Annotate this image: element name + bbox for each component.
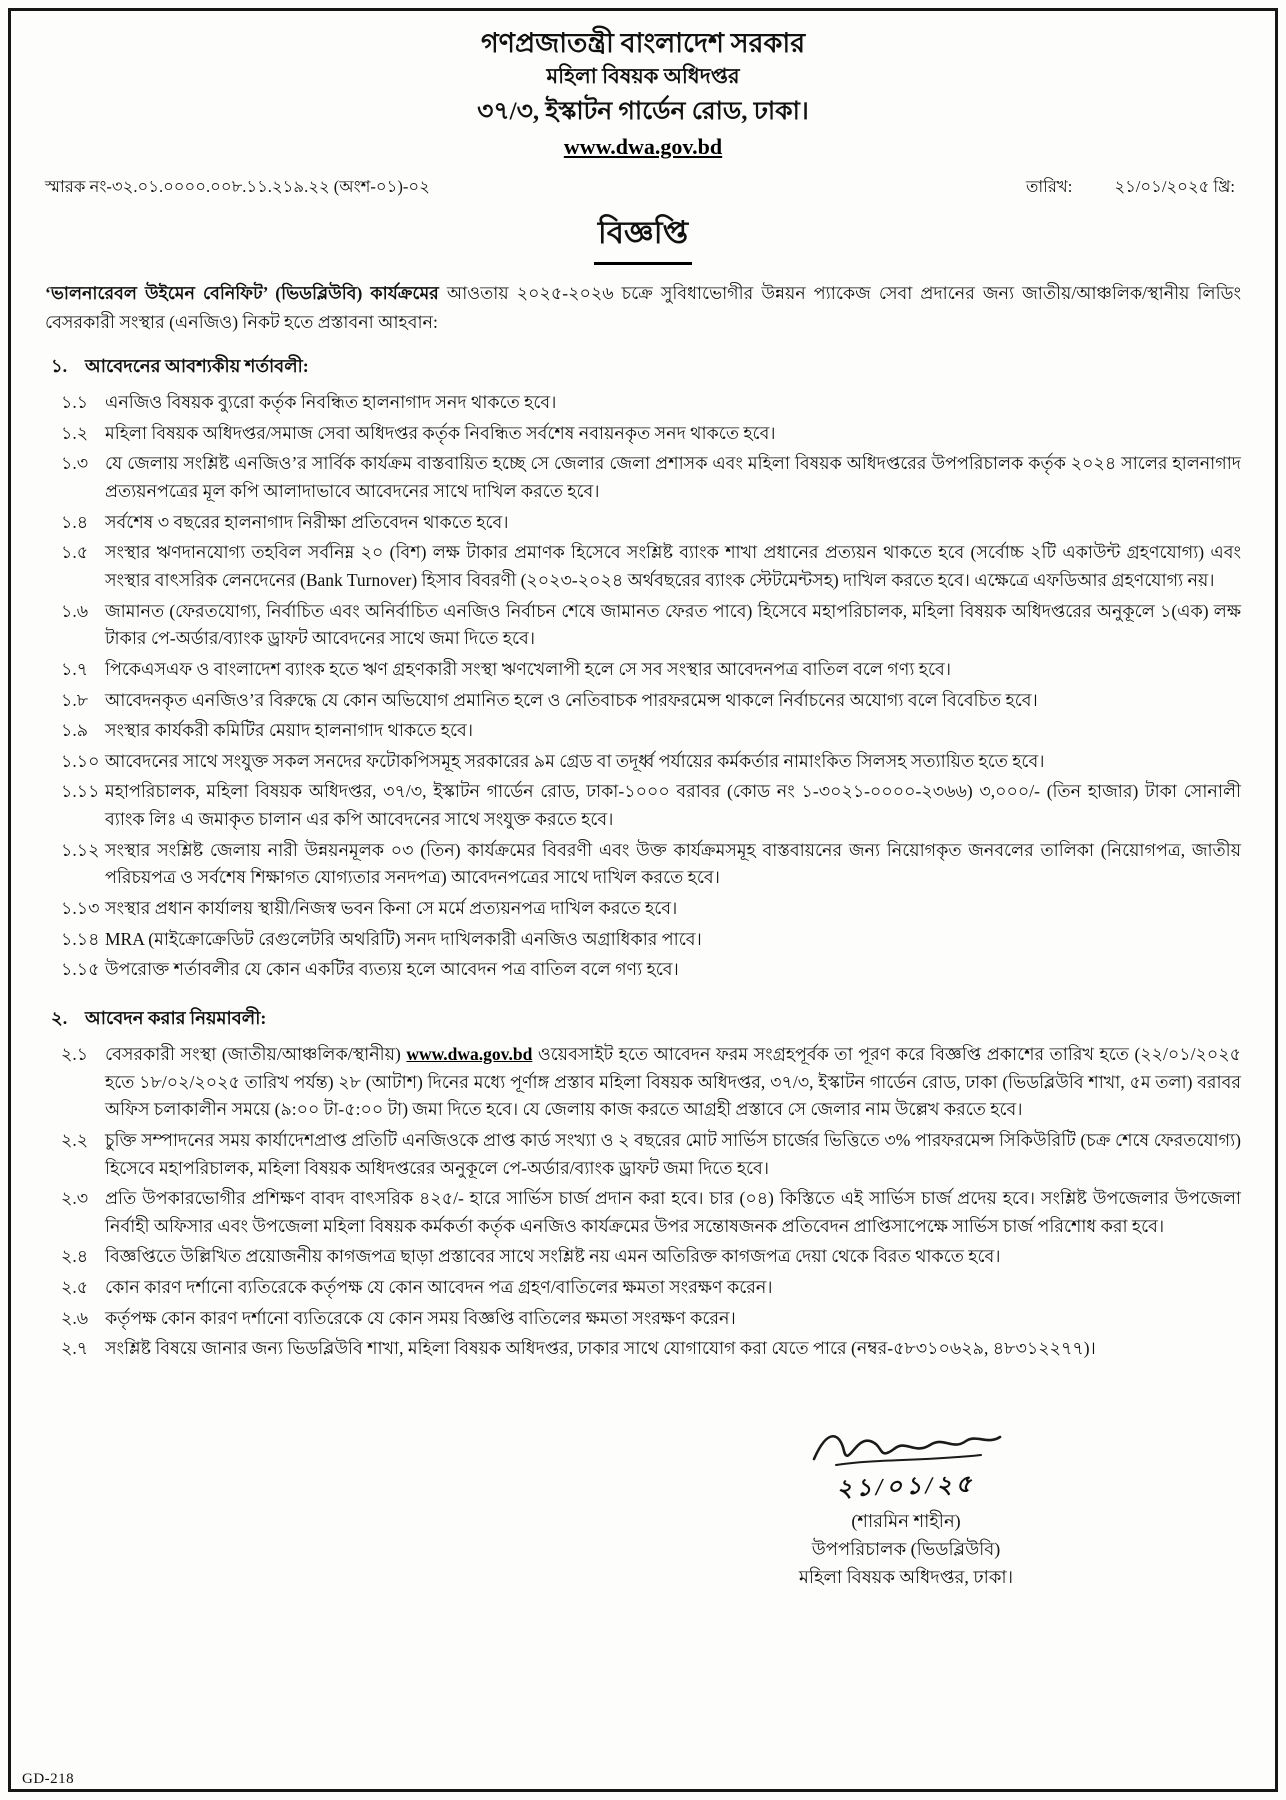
section2-label: আবেদন করার নিয়মাবলী: bbox=[85, 1007, 267, 1028]
list-item bbox=[45, 1243, 1241, 1271]
item-number: ২.৬ bbox=[61, 1307, 89, 1328]
list-item bbox=[45, 420, 1241, 448]
item-number: ১.৬ bbox=[61, 600, 89, 621]
item-text: সংস্থার কার্যকরী কমিটির মেয়াদ হালনাগাদ থাকতে হবে। bbox=[105, 720, 474, 741]
item-number: ২.৩ bbox=[61, 1188, 89, 1209]
list-item bbox=[45, 539, 1241, 594]
item-text: এনজিও বিষয়ক ব্যুরো কর্তৃক নিবন্ধিত হালনাগাদ সনদ থাকতে হবে। bbox=[105, 392, 557, 413]
letterhead bbox=[45, 25, 1241, 160]
item-text: যে জেলায় সংশ্লিষ্ট এনজিও’র সার্বিক কার্যক্রম বাস্তবায়িত হচ্ছে সে জেলার জেলা প্রশাসক এবং মহিলা বিষয়ক অধিদপ্তরের উপপরিচালক কর্তৃক ২০২৪ সালের হালনাগাদ প্রত্যয়নপত্রের মূল কপি আলাদাভাবে আবেদনের সাথে দাখিল করতে হবে। bbox=[105, 453, 1241, 502]
item-number: ২.৪ bbox=[61, 1246, 89, 1267]
item-text: কর্তৃপক্ষ কোন কারণ দর্শানো ব্যতিরেকে যে কোন সময় বিজ্ঞপ্তি বাতিলের ক্ষমতা সংরক্ষণ করেন। bbox=[105, 1307, 736, 1328]
section1-label: আবেদনের আবশ্যকীয় শর্তাবলী: bbox=[85, 356, 309, 377]
item-text: কোন কারণ দর্শানো ব্যতিরেকে কর্তৃপক্ষ যে কোন আবেদন পত্র গ্রহণ/বাতিলের ক্ষমতা সংরক্ষণ করেন। bbox=[105, 1277, 773, 1298]
item-number: ১.১০ bbox=[61, 750, 100, 771]
list-item bbox=[45, 687, 1241, 715]
item-number: ১.১২ bbox=[61, 839, 100, 860]
item-text-pre: বেসরকারী সংস্থা (জাতীয়/আঞ্চলিক/স্থানীয়) bbox=[105, 1043, 407, 1064]
signature-date: ২১/০১/২৫ bbox=[836, 1471, 976, 1503]
memo-number: স্মারক নং-৩২.০১.০০০০.০০৮.১১.২১৯.২২ (অংশ-০১)-০২ bbox=[45, 177, 430, 197]
government-title: গণপ্রজাতন্ত্রী বাংলাদেশ সরকার bbox=[480, 28, 806, 58]
item-number: ২.২ bbox=[61, 1129, 89, 1150]
list-item bbox=[45, 1274, 1241, 1302]
signatory-designation: উপপরিচালক (ভিডব্লিউবি) bbox=[811, 1539, 1001, 1560]
item-number: ১.৩ bbox=[61, 453, 89, 474]
list-item bbox=[45, 926, 1241, 954]
department-name: মহিলা বিষয়ক অধিদপ্তর bbox=[546, 64, 740, 89]
item-text: সর্বশেষ ৩ বছরের হালনাগাদ নিরীক্ষা প্রতিবেদন থাকতে হবে। bbox=[105, 511, 509, 532]
list-item bbox=[45, 656, 1241, 684]
list-item bbox=[45, 509, 1241, 537]
section2-number: ২. bbox=[51, 1007, 68, 1028]
item-number: ১.১১ bbox=[61, 781, 100, 802]
date-label: তারিখ: bbox=[1025, 177, 1073, 197]
item-number: ১.২ bbox=[61, 422, 89, 443]
list-item bbox=[45, 717, 1241, 745]
intro-bold-lead: ‘ভালনারেবল উইমেন বেনিফিট’ (ভিডব্লিউবি) কার্যক্রমের bbox=[45, 283, 439, 304]
list-item bbox=[45, 748, 1241, 776]
item-text: সংস্থার ঋণদানযোগ্য তহবিল সর্বনিম্ন ২০ (বিশ) লক্ষ টাকার প্রমাণক হিসেবে সংশ্লিষ্ট ব্যাংক শাখা প্রধানের প্রত্যয়ন থাকতে হবে (সর্বোচ্চ ২টি একাউন্ট গ্রহণযোগ্য) এবং সংস্থার বাৎসরিক লেনদেনের (Bank Turnover) হিসাব বিবরণী (২০২৩-২০২৪ অর্থবছরের ব্যাংক স্টেটমেন্টসহ) দাখিল করতে হবে। এক্ষেত্রে এফডিআর গ্রহণযোগ্য নয়। bbox=[105, 542, 1241, 590]
section1-heading bbox=[45, 352, 1241, 383]
item-text: প্রতি উপকারভোগীর প্রশিক্ষণ বাবদ বাৎসরিক ৪২৫/- হারে সার্ভিস চার্জ প্রদান করা হবে। চার (০৪) কিস্তিতে এই সার্ভিস চার্জ প্রদেয় হবে। সংশ্লিষ্ট উপজেলার উপজেলা নির্বাহী অফিসার এবং উপজেলা মহিলা বিষয়ক কর্মকর্তা কর্তৃক এনজিও কার্যক্রমের উপর সন্তোষজনক প্রতিবেদন প্রাপ্তিসাপেক্ষে সার্ভিস চার্জ পরিশোধ করা হবে। bbox=[105, 1188, 1241, 1236]
item-text: MRA (মাইক্রোক্রেডিট রেগুলেটরি অথরিটি) সনদ দাখিলকারী এনজিও অগ্রাধিকার পাবে। bbox=[105, 928, 702, 949]
item-number: ১.৪ bbox=[61, 511, 89, 532]
item-text: জামানত (ফেরতযোগ্য, নির্বাচিত এবং অনির্বাচিত এনজিও নির্বাচন শেষে জামানত ফেরত পাবে) হিসেবে মহাপরিচালক, মহিলা বিষয়ক অধিদপ্তরের অনুকূলে ১(এক) লক্ষ টাকার পে-অর্ডার/ব্যাংক ড্রাফট আবেদনের সাথে জমা দিতে হবে। bbox=[105, 600, 1241, 649]
list-item bbox=[45, 450, 1241, 505]
section2-heading bbox=[45, 1004, 1241, 1035]
item-number: ১.১ bbox=[61, 392, 89, 413]
title-row bbox=[45, 209, 1241, 265]
section1-number: ১. bbox=[51, 356, 68, 377]
item-text: মহিলা বিষয়ক অধিদপ্তর/সমাজ সেবা অধিদপ্তর কর্তৃক নিবন্ধিত সর্বশেষ নবায়নকৃত সনদ থাকতে হবে। bbox=[105, 422, 776, 443]
item-number: ২.৫ bbox=[61, 1277, 89, 1298]
intro-rest: আওতায় ২০২৫-২০২৬ চক্রে সুবিধাভোগীর উন্নয়ন প্যাকেজ সেবা প্রদানের জন্য জাতীয়/আঞ্চলিক/স্থানীয় লিডিং বেসরকারী সংস্থার (এনজিও) নিকট হতে প্রস্তাবনা আহবান: bbox=[45, 283, 1241, 332]
list-item bbox=[45, 1041, 1241, 1124]
list-item bbox=[45, 956, 1241, 984]
item-number: ১.৮ bbox=[61, 689, 89, 710]
department-address: ৩৭/৩, ইস্কাটন গার্ডেন রোড, ঢাকা। bbox=[477, 97, 809, 125]
list-item bbox=[45, 1185, 1241, 1240]
item-text: উপরোক্ত শর্তাবলীর যে কোন একটির ব্যত্যয় হলে আবেদন পত্র বাতিল বলে গণ্য হবে। bbox=[105, 959, 679, 980]
list-item bbox=[45, 389, 1241, 417]
section1-items bbox=[45, 389, 1241, 984]
list-item bbox=[45, 598, 1241, 653]
item-text: বিজ্ঞপ্তিতে উল্লিখিত প্রয়োজনীয় কাগজপত্র ছাড়া প্রস্তাবের সাথে সংশ্লিষ্ট নয় এমন অতিরিক্ত কাগজপত্র দেয়া থেকে বিরত থাকতে হবে। bbox=[105, 1246, 1001, 1267]
signature-block bbox=[741, 1421, 1071, 1592]
page-border-frame bbox=[8, 8, 1278, 1792]
item-number: ২.১ bbox=[61, 1043, 89, 1064]
item-number: ১.১৪ bbox=[61, 928, 100, 949]
signatory-office: মহিলা বিষয়ক অধিদপ্তর, ঢাকা। bbox=[798, 1566, 1014, 1587]
signatory-name: (শারমিন শাহীন) bbox=[851, 1511, 961, 1532]
list-item bbox=[45, 778, 1241, 833]
item-text bbox=[105, 1041, 1241, 1124]
item-text: চুক্তি সম্পাদনের সময় কার্যাদেশপ্রাপ্ত প্রতিটি এনজিওকে প্রাপ্ত কার্ড সংখ্যা ও ২ বছরের মোট সার্ভিস চার্জের ভিত্তিতে ৩% পারফরমেন্স সিকিউরিটি (চক্র শেষে ফেরতযোগ্য) হিসেবে মহাপরিচালক, মহিলা বিষয়ক অধিদপ্তরের অনুকূলে পে-অর্ডার/ব্যাংক ড্রাফট জমা দিতে হবে। bbox=[105, 1129, 1241, 1178]
list-item bbox=[45, 837, 1241, 892]
notice-title: বিজ্ঞপ্তি bbox=[594, 209, 692, 265]
item-number: ১.৯ bbox=[61, 720, 89, 741]
form-code: GD-218 bbox=[22, 1771, 75, 1787]
memo-date-row bbox=[45, 174, 1241, 201]
item-text: সংশ্লিষ্ট বিষয়ে জানার জন্য ভিডব্লিউবি শাখা, মহিলা বিষয়ক অধিদপ্তর, ঢাকার সাথে যোগাযোগ করা যেতে পারে (নম্বর-৫৮৩১০৬২৯, ৪৮৩১২২৭৭)। bbox=[105, 1338, 1096, 1359]
signature-image bbox=[806, 1421, 1006, 1473]
item-number: ১.৭ bbox=[61, 658, 89, 679]
item-number: ১.৫ bbox=[61, 542, 89, 563]
list-item bbox=[45, 1305, 1241, 1333]
website-link[interactable]: www.dwa.gov.bd bbox=[563, 134, 723, 160]
date-value: ২১/০১/২০২৫ খ্রি: bbox=[1114, 177, 1235, 197]
item-number: ১.১৫ bbox=[61, 959, 100, 980]
item-text: পিকেএসএফ ও বাংলাদেশ ব্যাংক হতে ঋণ গ্রহণকারী সংস্থা ঋণখেলাপী হলে সে সব সংস্থার আবেদনপত্র বাতিল বলে গণ্য হবে। bbox=[105, 658, 951, 679]
list-item bbox=[45, 1127, 1241, 1182]
item-text: মহাপরিচালক, মহিলা বিষয়ক অধিদপ্তর, ৩৭/৩, ইস্কাটন গার্ডেন রোড, ঢাকা-১০০০ বরাবর (কোড নং ১-৩০২১-০০০০-২৩৬৬) ৩,০০০/- (তিন হাজার) টাকা সোনালী ব্যাংক লিঃ এ জমাকৃত চালান এর কপি আবেদনের সাথে সংযুক্ত করতে হবে। bbox=[105, 781, 1241, 830]
item-text: সংস্থার প্রধান কার্যালয় স্থায়ী/নিজস্ব ভবন কিনা সে মর্মে প্রত্যয়নপত্র দাখিল করতে হবে। bbox=[105, 898, 678, 919]
website-link-inline[interactable]: www.dwa.gov.bd bbox=[406, 1043, 533, 1064]
item-text: সংস্থার সংশ্লিষ্ট জেলায় নারী উন্নয়নমূলক ০৩ (তিন) কার্যক্রমের বিবরণী এবং উক্ত কার্যক্রমসমূহ বাস্তবায়নের জন্য নিয়োগকৃত জনবলের তালিকা (নিয়োগপত্র, জাতীয় পরিচয়পত্র ও সর্বশেষ শিক্ষাগত যোগ্যতার সনদপত্র) আবেদনপত্রের সাথে দাখিল করতে হবে। bbox=[105, 839, 1241, 888]
item-number: ২.৭ bbox=[61, 1338, 89, 1359]
intro-paragraph bbox=[45, 279, 1241, 336]
section2-items bbox=[45, 1041, 1241, 1363]
item-text: আবেদনের সাথে সংযুক্ত সকল সনদের ফটোকপিসমূহ সরকারের ৯ম গ্রেড বা তদূর্ধ্ব পর্যায়ের কর্মকর্তার নামাংকিত সিলসহ সত্যায়িত হতে হবে। bbox=[105, 750, 1045, 771]
item-text-post: ওয়েবসাইট হতে আবেদন ফরম সংগ্রহপূর্বক তা পূরণ করে বিজ্ঞপ্তি প্রকাশের তারিখ হতে (২২/০১/২০২৫ হতে ১৮/০২/২০২৫ তারিখ পর্যন্ত) ২৮ (আটাশ) দিনের মধ্যে পূর্ণাঙ্গ প্রস্তাব মহিলা বিষয়ক অধিদপ্তর, ৩৭/৩, ইস্কাটন গার্ডেন রোড, ঢাকা (ভিডব্লিউবি শাখা, ৫ম তলা) বরাবর অফিস চলাকালীন সময়ে (৯:০০ টা-৫:০০ টা) জমা দিতে হবে। যে জেলায় কাজ করতে আগ্রহী প্রস্তাবে সে জেলার নাম উল্লেখ করতে হবে। bbox=[105, 1043, 1241, 1120]
item-number: ১.১৩ bbox=[61, 898, 100, 919]
list-item bbox=[45, 1335, 1241, 1363]
list-item bbox=[45, 895, 1241, 923]
date-block bbox=[1026, 174, 1241, 201]
item-text: আবেদনকৃত এনজিও’র বিরুদ্ধে যে কোন অভিযোগ প্রমানিত হলে ও নেতিবাচক পারফরমেন্স থাকলে নির্বাচনের অযোগ্য বলে বিবেচিত হবে। bbox=[105, 689, 1038, 710]
